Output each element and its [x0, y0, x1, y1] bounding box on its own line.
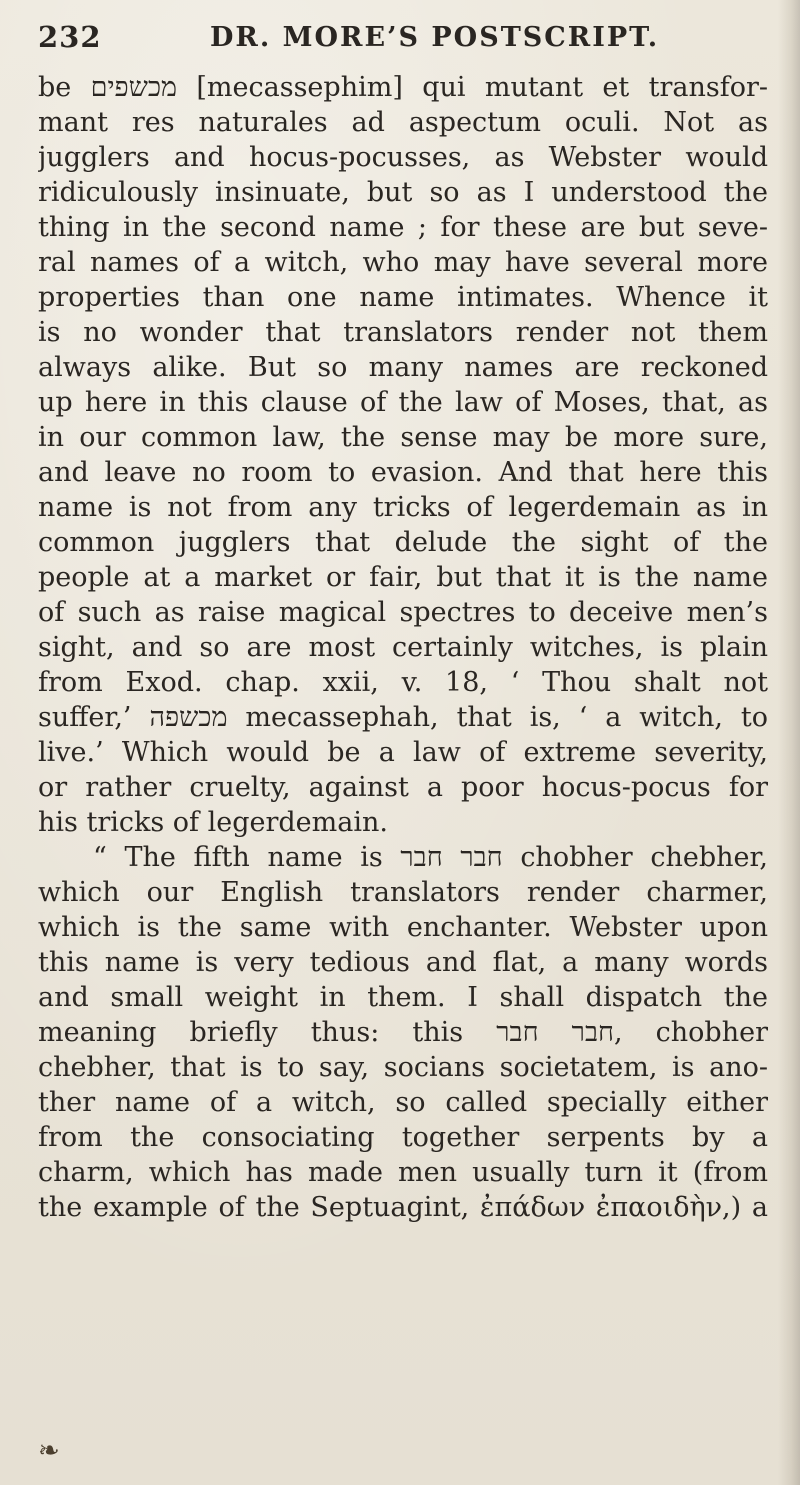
- text-line: live.’ Which would be a law of extreme severity,: [38, 737, 768, 768]
- page-header: [0, 20, 800, 60]
- text-line: always alike. But so many names are reckoned: [38, 352, 768, 383]
- text-line: properties than one name intimates. Whence it: [38, 282, 768, 313]
- text-line: suffer,’ מכשפה mecassephah, that is, ‘ a witch, to: [38, 702, 768, 733]
- text-line: the example of the Septuagint, ἐπάδων ἐπαοιδὴν,) a: [38, 1192, 768, 1223]
- text-line: ridiculously insinuate, but so as I understood the: [38, 177, 768, 208]
- text-line: ther name of a witch, so called specially either: [38, 1087, 768, 1118]
- text-line: from Exod. chap. xxii, v. 18, ‘ Thou shalt not: [38, 667, 768, 698]
- text-line: and leave no room to evasion. And that here this: [38, 457, 768, 488]
- text-line: people at a market or fair, but that it is the name: [38, 562, 768, 593]
- text-line: which is the same with enchanter. Webster upon: [38, 912, 768, 943]
- body-text: [38, 70, 768, 1225]
- text-line: of such as raise magical spectres to deceive men’s: [38, 597, 768, 628]
- page-number: 232: [38, 20, 102, 54]
- text-line: common jugglers that delude the sight of the: [38, 527, 768, 558]
- fleuron-ornament: ❧: [38, 1436, 60, 1466]
- text-line: up here in this clause of the law of Moses, that, as: [38, 387, 768, 418]
- text-line: jugglers and hocus-pocusses, as Webster would: [38, 142, 768, 173]
- text-line: and small weight in them. I shall dispatch the: [38, 982, 768, 1013]
- text-line: be מכשפים [mecassephim] qui mutant et transfor-: [38, 72, 768, 103]
- text-line: sight, and so are most certainly witches, is plain: [38, 632, 768, 663]
- running-head: DR. MORE’S POSTSCRIPT.: [210, 22, 660, 53]
- page-edge-shadow: [778, 0, 800, 1485]
- text-line: this name is very tedious and flat, a many words: [38, 947, 768, 978]
- text-line: thing in the second name ; for these are but seve-: [38, 212, 768, 243]
- text-line: is no wonder that translators render not them: [38, 317, 768, 348]
- paragraph-end-line: his tricks of legerdemain.: [38, 807, 388, 838]
- text-line: or rather cruelty, against a poor hocus-pocus for: [38, 772, 768, 803]
- text-line: name is not from any tricks of legerdemain as in: [38, 492, 768, 523]
- text-line: ral names of a witch, who may have several more: [38, 247, 768, 278]
- text-line: chebher, that is to say, socians societatem, is ano-: [38, 1052, 768, 1083]
- text-line: charm, which has made men usually turn it (from: [38, 1157, 768, 1188]
- text-line: in our common law, the sense may be more sure,: [38, 422, 768, 453]
- paragraph-start-line: “ The fifth name is חבר חבר chobher chebher,: [93, 842, 768, 873]
- text-line: from the consociating together serpents by a: [38, 1122, 768, 1153]
- text-line: meaning briefly thus: this חבר חבר, chobher: [38, 1017, 768, 1048]
- text-line: mant res naturales ad aspectum oculi. Not as: [38, 107, 768, 138]
- text-line: which our English translators render charmer,: [38, 877, 768, 908]
